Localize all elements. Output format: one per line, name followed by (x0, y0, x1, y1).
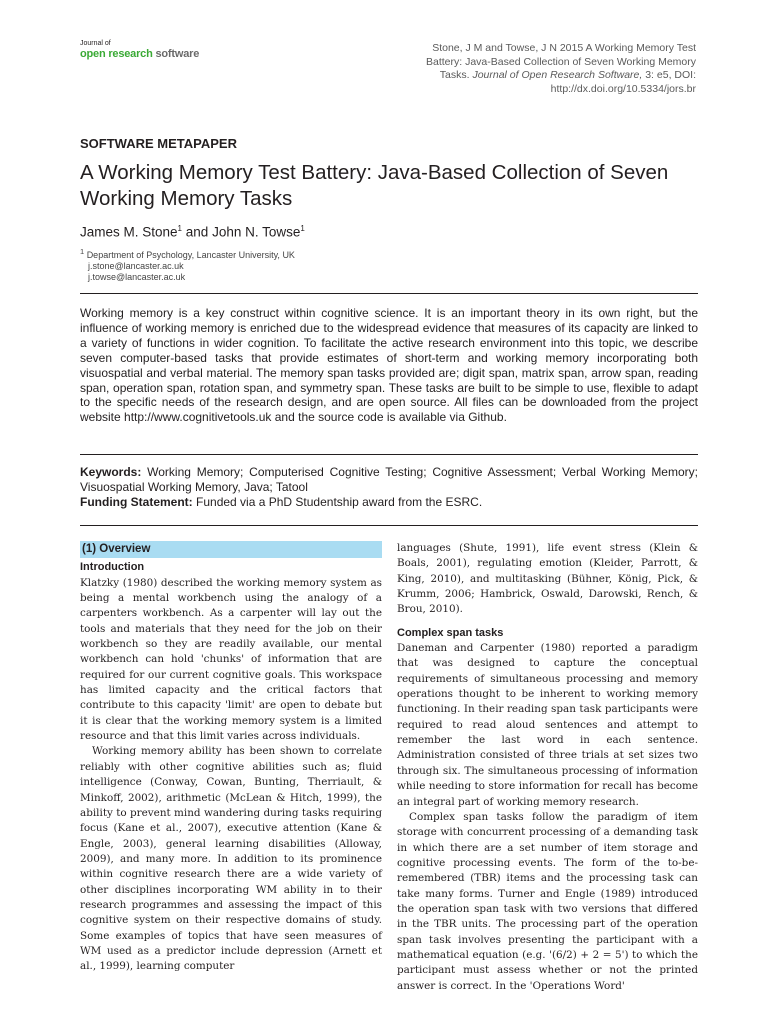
funding-line (80, 495, 698, 510)
body-paragraph-3: languages (Shute, 1991), life event stress (Klein & Boals, 2001), regulating emotion (Kleider, Parrott, & King, 2010), and multitasking (Bühner, König, Pick, & Krumm, 2006; Hambrick, Oswald, Darowski, Rench, & Brou, 2010). (397, 542, 698, 616)
logo-open: open (80, 48, 106, 60)
email-1[interactable]: j.stone@lancaster.ac.uk (88, 261, 184, 271)
author-2: John N. Towse (212, 224, 301, 240)
body-column-right (397, 541, 698, 994)
author-1-affil-mark: 1 (177, 224, 182, 233)
funding: Funded via a PhD Studentship award from the ESRC. (196, 494, 483, 509)
journal-logo-prefix: Journal of (80, 40, 111, 47)
logo-software: software (155, 48, 200, 60)
keywords-block (80, 465, 698, 510)
intro-heading: Introduction (80, 561, 145, 574)
abstract: Working memory is a key construct within cognitive science. It is an important theory in its own right, but the influence of working memory is enriched due to the widespread evidence that measures of its capacity are linked to a variety of functions in wider cognition. To facilitate the active research environment into this topic, we describe seven computer-based tasks that provide estimates of short-term and working memory incorporating both visuospatial and verbal material. The memory span tasks provided are; digit span, matrix span, arrow span, reading span, operation span, rotation span, and symmetry span. These tasks are built to be simple to use, flexible to adapt to the specific needs of the research design, and are open source. All files can be downloaded from the project website http://www.cognitivetools.uk and the source code is available via Github. (80, 306, 698, 425)
complex-span-heading: Complex span tasks (397, 626, 504, 639)
keywords-line (80, 465, 698, 495)
affil-mark: 1 (80, 247, 85, 256)
body-paragraph-1: Klatzky (1980) described the working memory system as being a mental workbench using the analogy of a carpenters workbench. As a carpenter will lay out the tools and materials that they need for the job on their workbench so they are readily available, our mental workbench can hold 'chunks' of information that are required for our current cognitive goals. This workspace has limited capacity and the critical factors that contribute to this capacity 'limit' are open to debate but it is clear that the working memory system is a limited resource and that this limit varies across individuals. (80, 576, 382, 743)
paragraph-gap (397, 618, 698, 626)
citation (400, 42, 696, 96)
citation-text: Stone, J M and Towse, J N 2015 A Working Memory Test Battery: Java-Based Collection of Seven Working Memory Tasks. (425, 42, 696, 82)
email-2[interactable]: j.towse@lancaster.ac.uk (88, 272, 186, 282)
affiliations (80, 246, 295, 283)
divider-middle (80, 454, 698, 455)
author-1: James M. Stone (80, 224, 178, 240)
body-paragraph-5: Complex span tasks follow the paradigm of item storage with concurrent processing of a demanding task in which there are a set number of item storage and cognitive processing events. The form of the to-be-remembered (TBR) items and the processing task can take many forms. Turner and Engle (1989) introduced the operation span task with two versions that differed in the TBR units. The processing part of the operation span task involves presenting the participant with a mathematical equation (e.g. '(6/2) + 2 = 5') to which the participant must assess whether or not the printed answer is correct. In the 'Operations Word' (397, 810, 698, 992)
section-heading: (1) Overview (80, 541, 382, 558)
article-type: SOFTWARE METAPAPER (80, 136, 237, 151)
body-paragraph-2: Working memory ability has been shown to correlate reliably with other cognitive abilities such as; fluid intelligence (Conway, Cowan, Bunting, Therriault, & Minkoff, 2002), arithmetic (McLean & Hitch, 1999), the ability to prevent mind wandering during tasks requiring focus (Kane et al., 2007), executive attention (Kane & Engle, 2003), general learning disabilities (Alloway, 2009), and many more. In addition to its prominence within cognitive research there are a wide variety of other disciplines incorporating WM ability in to their research programmes and assessing the impact of this cognitive system on their respective domains of study. Some examples of topics that have seen measures of WM used as a predictor include depression (Arnett et al., 1999), learning computer (80, 745, 382, 973)
journal-logo (80, 48, 199, 60)
keywords: Working Memory; Computerised Cognitive Testing; Cognitive Assessment; Verbal Working Memory; Visuospatial Working Memory, Java; Tatool (80, 465, 698, 494)
logo-research: research (108, 48, 153, 60)
divider-bottom (80, 525, 698, 526)
author-connector: and (185, 224, 209, 240)
citation-journal: Journal of Open Research Software, (472, 69, 643, 82)
body-paragraph-4: Daneman and Carpenter (1980) reported a paradigm that was designed to capture the conceptual requirements of simultaneous processing and memory operations thought to be inherent to working memory functioning. In their reading span task participants were required to read aloud sentences and attempt to remember the last word in each sentence. Administration consisted of three trials at set sizes two through six. The simultaneous processing of information while needing to store information for recall has become an integral part of working memory research. (397, 642, 698, 808)
author-2-affil-mark: 1 (300, 224, 305, 233)
author-line (80, 224, 305, 240)
divider-top (80, 293, 698, 294)
article-title: A Working Memory Test Battery: Java-Based Collection of Seven Working Memory Tasks (80, 161, 669, 210)
funding-label: Funding Statement: (80, 494, 193, 509)
body-column-left (80, 541, 382, 975)
keywords-label: Keywords: (80, 465, 142, 479)
affiliation: Department of Psychology, Lancaster University, UK (86, 250, 295, 260)
citation-doi: 3: e5, DOI: http://dx.doi.org/10.5334/jors.br (550, 69, 696, 95)
